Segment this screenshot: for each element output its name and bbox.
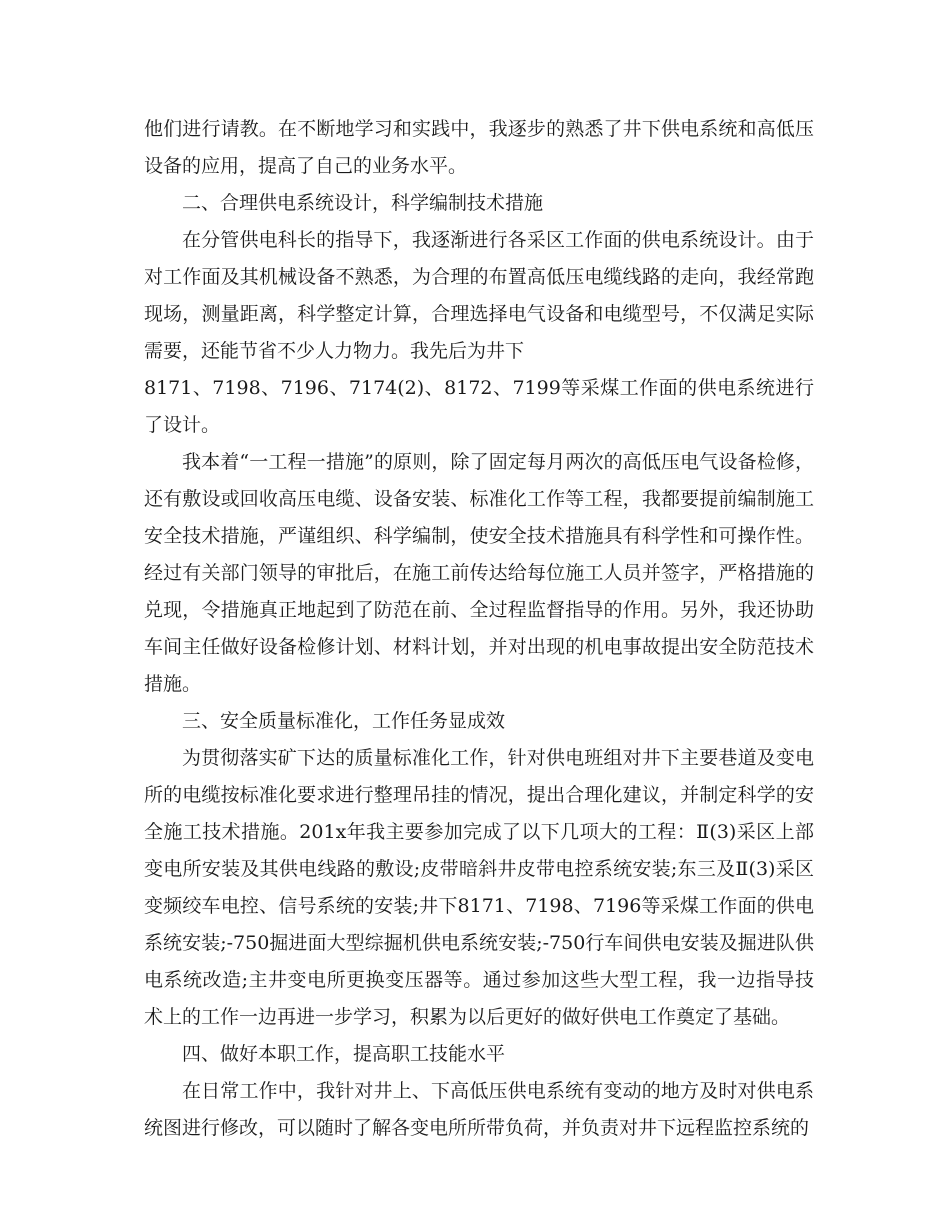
paragraph-workface-list: 8171、7198、7196、7174(2)、8172、7199等采煤工作面的供电系统进行了设计。 xyxy=(144,377,814,436)
section-heading-3: 三、安全质量标准化，工作任务显成效 xyxy=(182,710,506,732)
section-heading-4: 四、做好本职工作，提高职工技能水平 xyxy=(182,1043,506,1065)
paragraph-standardization: 为贯彻落实矿下达的质量标准化工作，针对供电班组对井下主要巷道及变电所的电缆按标准化要求进行整理吊挂的情况，提出合理化建议，并制定科学的安全施工技术措施。201x年我主要参加完成了以下几项大的工程：Ⅱ(3)采区上部变电所安装及其供电线路的敷设;皮带暗斜井皮带电控系统安装;东三及Ⅱ(3)采区变频绞车电控、信号系统的安装;井下8171、7198、7196等采煤工作面的供电系统安装;-750掘进面大型综掘机供电系统安装;-750行车间供电安装及掘进队供电系统改造;主井变电所更换变压器等。通过参加这些大型工程，我一边指导技术上的工作一边再进一步学习，积累为以后更好的做好供电工作奠定了基础。 xyxy=(144,747,814,1028)
section-heading-2: 二、合理供电系统设计，科学编制技术措施 xyxy=(182,192,544,214)
paragraph-continuation: 他们进行请教。在不断地学习和实践中，我逐步的熟悉了井下供电系统和高低压设备的应用，提高了自己的业务水平。 xyxy=(144,118,814,177)
paragraph-daily-work: 在日常工作中，我针对井上、下高低压供电系统有变动的地方及时对供电系统图进行修改，可以随时了解各变电所所带负荷，并负责对井下远程监控系统的 xyxy=(144,1080,814,1139)
document-body xyxy=(144,111,814,1147)
paragraph-safety-measures: 我本着“一工程一措施”的原则，除了固定每月两次的高低压电气设备检修，还有敷设或回收高压电缆、设备安装、标准化工作等工程，我都要提前编制施工安全技术措施，严谨组织、科学编制，使安全技术措施具有科学性和可操作性。经过有关部门领导的审批后，在施工前传达给每位施工人员并签字，严格措施的兑现，令措施真正地起到了防范在前、全过程监督指导的作用。另外，我还协助车间主任做好设备检修计划、材料计划，并对出现的机电事故提出安全防范技术措施。 xyxy=(144,451,814,695)
paragraph-supply-design: 在分管供电科长的指导下，我逐渐进行各采区工作面的供电系统设计。由于对工作面及其机械设备不熟悉，为合理的布置高低压电缆线路的走向，我经常跑现场，测量距离，科学整定计算，合理选择电气设备和电缆型号，不仅满足实际需要，还能节省不少人力物力。我先后为井下 xyxy=(144,229,814,362)
